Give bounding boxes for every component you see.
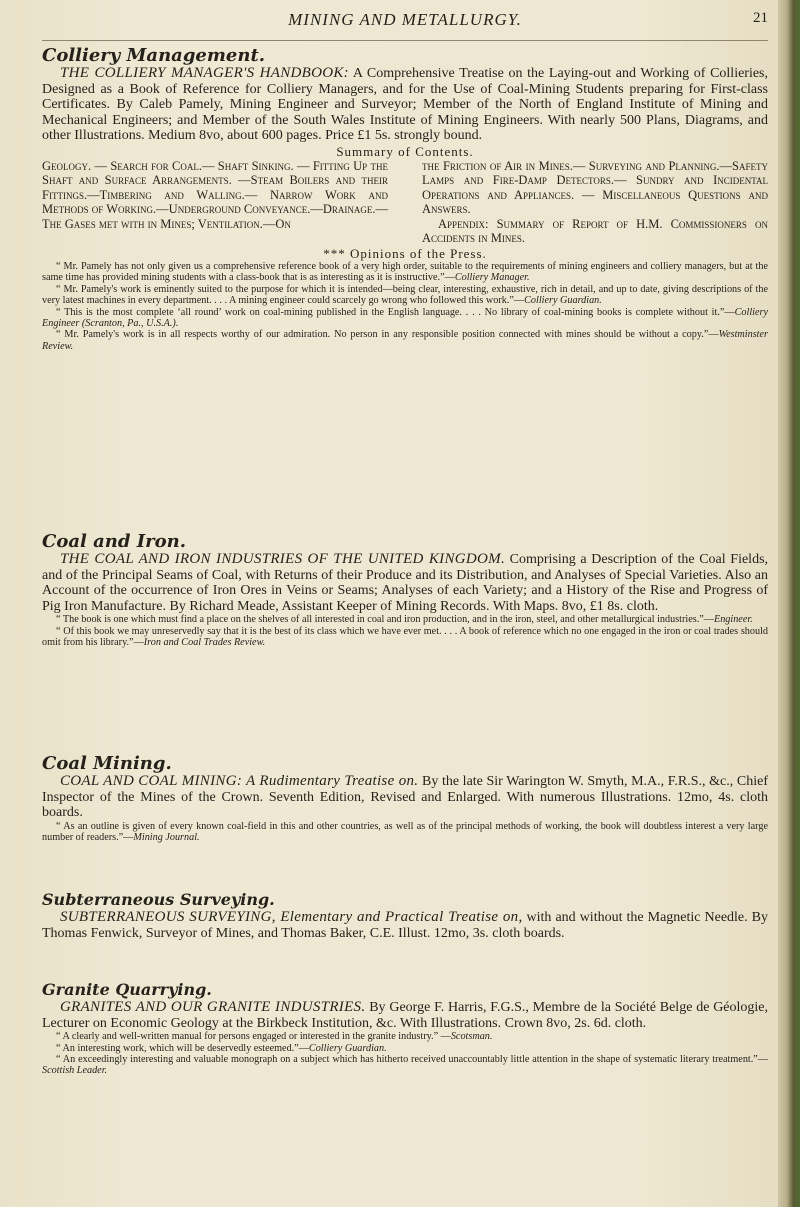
review: “ As an outline is given of every known coal-field in this and other countries, as well as of the principal methods of working, the book will doubtless interest a very large number of readers.”—Mining Journal. <box>42 820 768 844</box>
review: “ Mr. Pamely's work is eminently suited to the purpose for which it is intended—being clear, interesting, exhaustive, rich in detail, and up to date, giving descriptions of the very latest machines in every department. . . . A mining engineer could scarcely go wrong who followed this work.”—Colliery Guardian. <box>42 283 768 307</box>
book-description: with and without the Magnetic Needle. By Thomas Fenwick, Surveyor of Mines, and Thomas Baker, C.E. Illust. 12mo, 3s. cloth boards. <box>42 910 769 941</box>
section-colliery <box>42 46 768 352</box>
summary-right: the Friction of Air in Mines.— Surveying and Planning.—Safety Lamps and Fire-Damp Detectors.— Sundry and Incidental Operations and Appliances. — Miscellaneous Questions and Answers. <box>422 158 768 217</box>
review: “ Mr. Pamely's work is in all respects worthy of our admiration. No person in any responsible position connected with mines should be without a copy.”—Westminster Review. <box>42 329 768 352</box>
summary-appendix: Appendix: Summary of Report of H.M. Commissioners on Accidents in Mines. <box>422 216 768 246</box>
review: “ An interesting work, which will be deservedly esteemed.”—Colliery Guardian. <box>56 1042 387 1054</box>
section-heading: Subterraneous Surveying. <box>42 890 275 909</box>
section-coal-mining <box>42 754 768 844</box>
review: “ This is the most complete ‘all round’ work on coal-mining published in the English language. . . . No library of coal-mining books is complete without it.”—Colliery Engineer (Scranton, Pa., U.S.A.). <box>42 306 768 329</box>
book-title: SUBTERRANEOUS SURVEYING, Elementary and Practical Treatise on, <box>60 909 523 925</box>
summary-columns <box>42 159 768 246</box>
book-title: THE COAL AND IRON INDUSTRIES OF THE UNITED KINGDOM. <box>60 551 506 567</box>
book-description: By the late Sir Warington W. Smyth, M.A., F.R.S., &c., Chief Inspector of the Mines of the Crown. Seventh Edition, Revised and Enlarged. With numerous Illustrations. 12mo, 4s. cloth boards. <box>42 774 769 821</box>
book-title: GRANITES AND OUR GRANITE INDUSTRIES. <box>60 999 366 1015</box>
review: “ A clearly and well-written manual for persons engaged or interested in the granite industry.” —Scotsman. <box>56 1031 493 1043</box>
book-entry <box>42 1000 768 1031</box>
section-surveying <box>42 890 768 941</box>
summary-left: Geology. — Search for Coal.— Shaft Sinking. — Fitting Up the Shaft and Surface Arrangements. —Steam Boilers and their Fittings.—Timbering and Walling.— Narrow Work and Methods of Working.—Underground Conveyance.—Drainage.—The Gases met with in Mines; Ventilation.—On <box>42 158 388 231</box>
book-entry <box>42 552 768 614</box>
reviews <box>42 261 768 352</box>
book-entry <box>42 910 768 941</box>
page-number: 21 <box>753 10 768 26</box>
running-head <box>42 10 768 38</box>
book-title: THE COLLIERY MANAGER'S HANDBOOK: <box>60 65 349 81</box>
summary-right-column <box>422 159 768 246</box>
book-title: COAL AND COAL MINING: A Rudimentary Treatise on. <box>60 773 419 789</box>
summary-label: Summary of Contents. <box>336 143 474 159</box>
book-description: Comprising a Description of the Coal Fields, and of the Principal Seams of Coal, with Returns of their Produce and its Distribution, and Analyses of Special Varieties. Also an Account of the occurrence of Iron Ores in Veins or Seams; Analyses of each Variety; and a History of the Rise and Progress of Pig Iron Manufacture. By Richard Meade, Assistant Keeper of Mining Records. With Maps. 8vo, £1 8s. cloth. <box>42 552 769 614</box>
book-entry <box>42 66 768 144</box>
book-entry <box>42 774 768 821</box>
opinions-label: *** Opinions of the Press. <box>323 245 487 261</box>
section-heading: Colliery Management. <box>42 45 266 66</box>
section-heading: Granite Quarrying. <box>42 980 212 999</box>
review: “ The book is one which must find a place on the shelves of all interested in coal and iron production, and in the iron, steel, and other metallurgical industries.”—Engineer. <box>56 614 753 626</box>
book-description: By George F. Harris, F.G.S., Membre de la Société Belge de Géologie, Lecturer on Economic Geology at the Birkbeck Institution, &c. With Illustrations. Crown 8vo, 2s. 6d. cloth. <box>42 1000 769 1031</box>
running-head-title: MINING AND METALLURGY. <box>288 10 522 29</box>
header-rule <box>42 40 768 41</box>
review: “ An exceedingly interesting and valuable monograph on a subject which has hitherto received unaccountably little attention in the shape of systematic literary treatment.”—Scottish Leader. <box>42 1054 768 1077</box>
book-description: A Comprehensive Treatise on the Laying-out and Working of Collieries, Designed as a Book of Reference for Colliery Managers, and for the Use of Coal-Mining Students preparing for First-class Certificates. By Caleb Pamely, Mining Engineer and Surveyor; Member of the North of England Institute of Mining and Mechanical Engineers; and Member of the South Wales Institute of Mining Engineers. With nearly 500 Plans, Diagrams, and other Illustrations. Medium 8vo, about 600 pages. Price £1 5s. strongly bound. <box>42 66 769 144</box>
section-heading: Coal and Iron. <box>42 531 186 552</box>
section-heading: Coal Mining. <box>42 753 172 774</box>
review: “ Mr. Pamely has not only given us a comprehensive reference book of a very high order, suitable to the requirements of mining engineers and colliery managers, but at the same time has provided mining students with a class-book that is as interesting as it is instructive.”—Colliery Manager. <box>42 260 768 284</box>
section-granite <box>42 980 768 1077</box>
section-coal-iron <box>42 532 768 649</box>
review: “ Of this book we may unreservedly say that it is the best of its class which we have ever met. . . . A book of reference which no one engaged in the iron or coal trades should omit from his library.”—Iron and Coal Trades Review. <box>42 625 768 649</box>
page-edge <box>778 0 800 1207</box>
